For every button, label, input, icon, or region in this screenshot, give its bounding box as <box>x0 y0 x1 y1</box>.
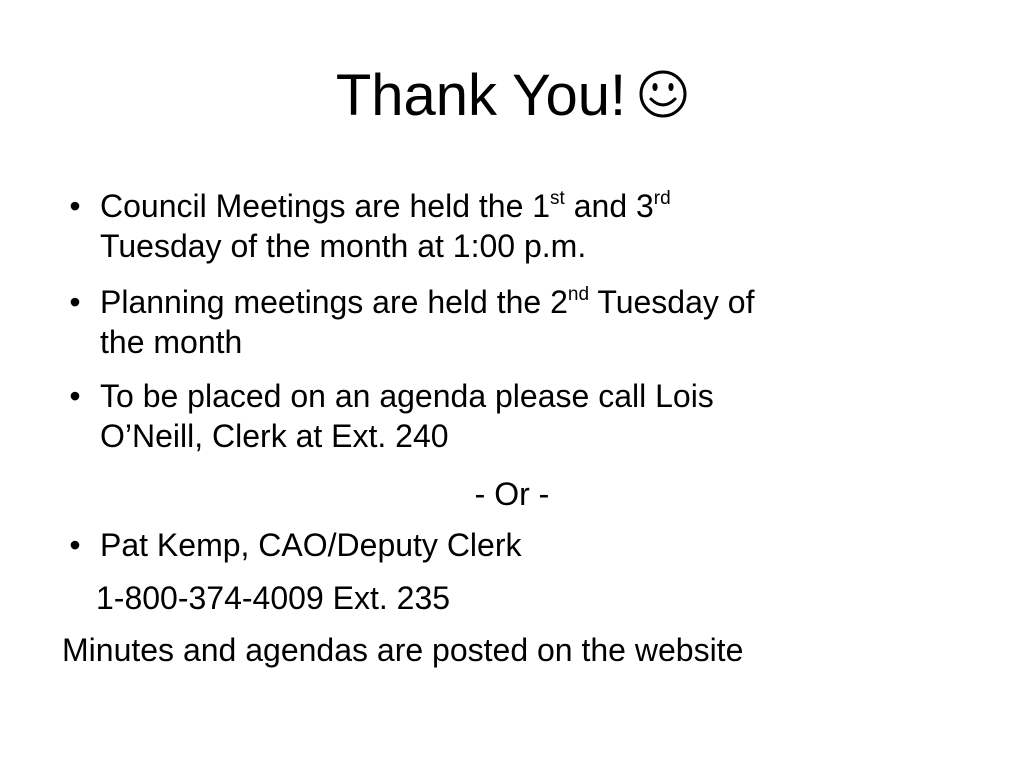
bullet-marker: • <box>69 378 81 414</box>
title-text: Thank You! <box>335 63 627 128</box>
bullet-line: Tuesday of the month at 1:00 p.m. <box>100 228 587 264</box>
or-text: - Or - <box>474 476 550 512</box>
bullet-marker: • <box>69 527 81 563</box>
website-note: Minutes and agendas are posted on the website <box>62 632 744 668</box>
bullet-text: Tuesday of <box>589 284 755 320</box>
or-separator <box>0 474 1024 514</box>
bullet-line: O’Neill, Clerk at Ext. 240 <box>100 418 449 454</box>
bullet-text: Planning meetings are held the 2 <box>100 284 568 320</box>
bullet-text: Council Meetings are held the 1 <box>100 188 551 224</box>
smiley-face-icon <box>638 69 688 119</box>
bullet-line <box>100 186 960 226</box>
bullet-text: and 3 <box>564 188 654 224</box>
slide-title <box>0 62 1024 130</box>
bullet-line: Pat Kemp, CAO/Deputy Clerk <box>100 527 522 563</box>
bullet-marker: • <box>69 188 81 224</box>
bullet-line: To be placed on an agenda please call Lois <box>100 378 714 414</box>
ordinal-suffix: nd <box>567 284 590 305</box>
bullet-line <box>100 282 960 322</box>
bullet-line: the month <box>100 324 243 360</box>
phone-number: 1-800-374-4009 Ext. 235 <box>96 580 451 616</box>
ordinal-suffix: rd <box>653 188 671 209</box>
bullet-marker: • <box>69 284 81 320</box>
ordinal-suffix: st <box>550 188 565 209</box>
